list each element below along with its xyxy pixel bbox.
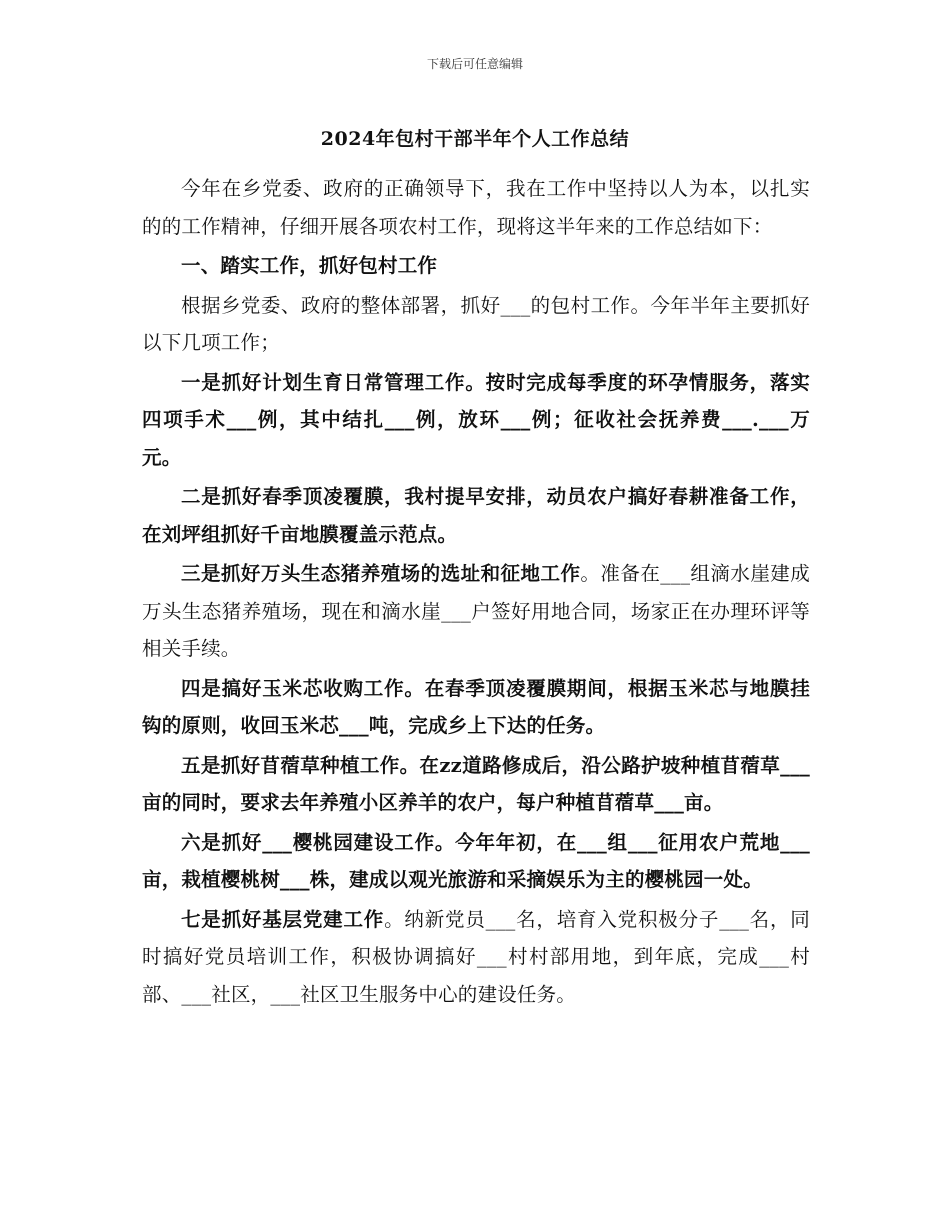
work-item-regular-text: 。纳新党员___名，培育入党积极分子___名，同时搞好党员培训工作，积极协调搞好___村村部用地，到年底，完成___村部、___社区，___社区卫生服务中心的建设任务。 xyxy=(142,907,810,1006)
work-item-bold-text: 一是抓好计划生育日常管理工作。按时完成每季度的环孕情服务，落实四项手术___例，其中结扎___例，放环___例；征收社会抚养费___.___万元。 xyxy=(142,370,810,469)
page-header-note: 下载后可任意编辑 xyxy=(426,57,523,71)
work-item-7 xyxy=(142,901,810,1014)
work-item-bold-text: 五是抓好苜蓿草种植工作。在zz道路修成后，沿公路护坡种植苜蓿草___亩的同时，要求去年养殖小区养羊的农户，每户种植苜蓿草___亩。 xyxy=(142,753,810,814)
intro-paragraph: 今年在乡党委、政府的正确领导下，我在工作中坚持以人为本，以扎实的的工作精神，仔细开展各项农村工作，现将这半年来的工作总结如下： xyxy=(142,177,810,238)
work-item-2 xyxy=(142,478,810,553)
work-item-5 xyxy=(142,747,810,822)
section-heading-1: 一、踏实工作，抓好包村工作 xyxy=(181,254,438,277)
work-item-bold-text: 六是抓好___樱桃园建设工作。今年年初，在___组___征用农户荒地___亩，栽植樱桃树___株，建成以观光旅游和采摘娱乐为主的樱桃园一处。 xyxy=(142,830,810,891)
work-item-regular-text: 。准备在___组滴水崖建成万头生态猪养殖场，现在和滴水崖___户签好用地合同，场家正在办理环评等相关手续。 xyxy=(142,562,810,660)
work-item-6 xyxy=(142,824,810,899)
work-item-1 xyxy=(142,364,810,477)
work-item-bold-text: 七是抓好基层党建工作 xyxy=(181,907,385,931)
document-body xyxy=(142,170,810,1015)
work-item-4 xyxy=(142,670,810,745)
document-title: 2024年包村干部半年个人工作总结 xyxy=(320,128,630,150)
section-lead-paragraph: 根据乡党委、政府的整体部署，抓好___的包村工作。今年半年主要抓好以下几项工作； xyxy=(142,293,810,354)
work-item-bold-text: 四是搞好玉米芯收购工作。在春季顶凌覆膜期间，根据玉米芯与地膜挂钩的原则，收回玉米芯___吨，完成乡上下达的任务。 xyxy=(142,676,810,737)
work-item-bold-text: 二是抓好春季顶凌覆膜，我村提早安排，动员农户搞好春耕准备工作，在刘坪组抓好千亩地膜覆盖示范点。 xyxy=(142,485,810,546)
work-item-bold-text: 三是抓好万头生态猪养殖场的选址和征地工作 xyxy=(181,562,581,585)
work-item-3 xyxy=(142,555,810,668)
